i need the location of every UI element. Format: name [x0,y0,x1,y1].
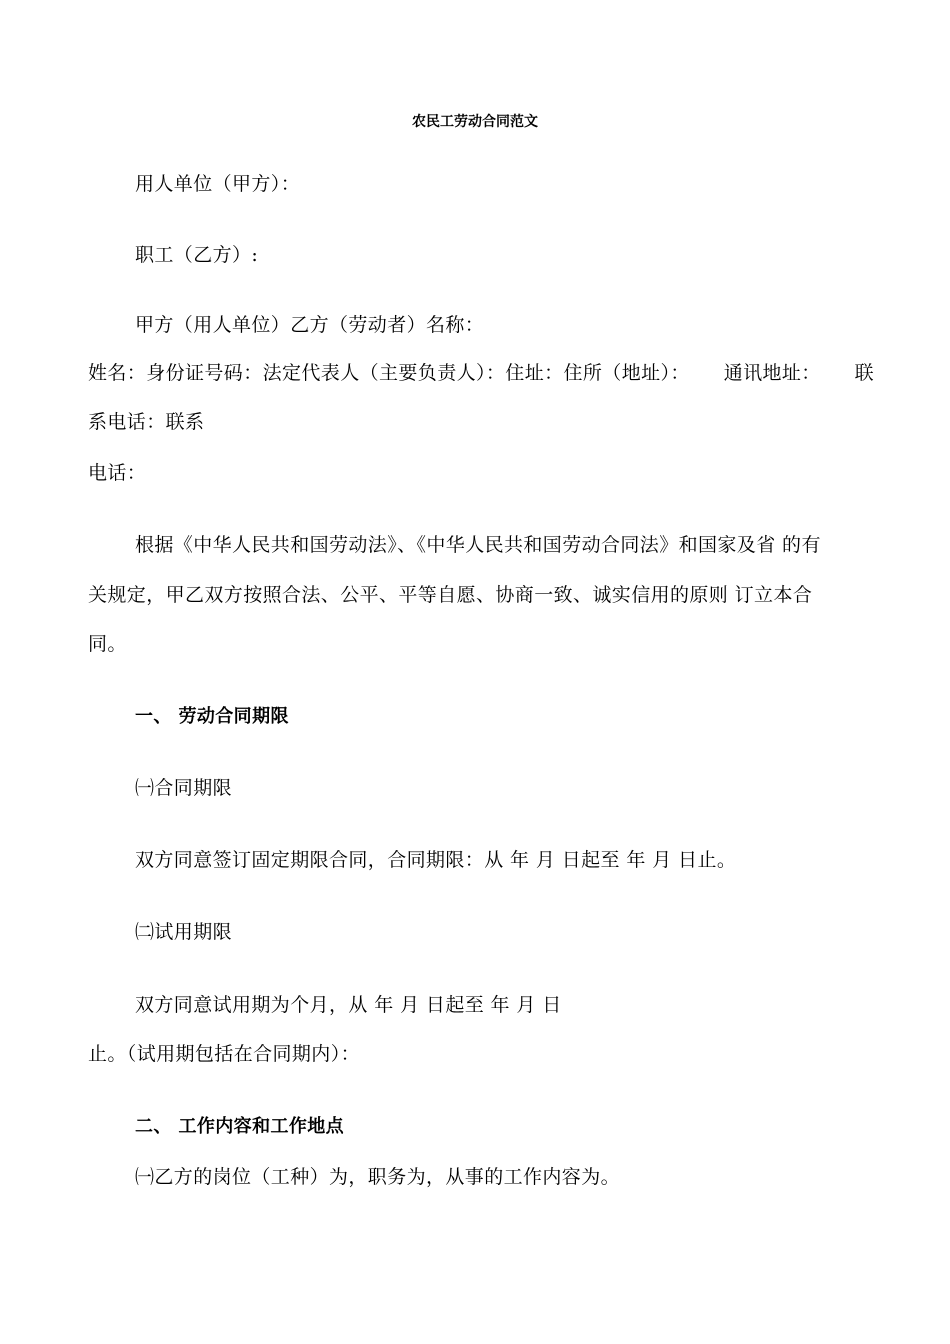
info-line-1-part-a: 姓名：身份证号码：法定代表人（主要负责人）：住址：住所（地址）： [88,362,690,384]
info-line-1 [88,361,874,385]
section-1-sub-1: ㈠合同期限 [135,777,233,799]
info-line-2: 系电话：联系 [88,411,205,433]
document-title: 农民工劳动合同范文 [412,114,538,130]
basis-line-3: 同。 [88,633,127,655]
employer-line: 用人单位（甲方）： [135,173,301,195]
info-line-1-part-c: 联 [854,362,874,384]
section-1-heading: 一、 劳动合同期限 [135,706,289,727]
section-1-sub-2-text-1: 双方同意试用期为个月，从 年 月 日起至 年 月 日 [135,994,562,1016]
info-line-3: 电话： [88,462,147,484]
section-1-sub-2: ㈡试用期限 [135,921,233,943]
section-1-sub-1-text: 双方同意签订固定期限合同，合同期限：从 年 月 日起至 年 月 日止。 [135,849,737,871]
parties-line: 甲方（用人单位）乙方（劳动者）名称： [135,314,485,336]
section-2-sub-1: ㈠乙方的岗位（工种）为，职务为，从事的工作内容为。 [135,1166,621,1188]
employee-line: 职工（乙方）: [135,244,259,266]
section-2-heading: 二、 工作内容和工作地点 [135,1116,345,1137]
basis-line-1: 根据《中华人民共和国劳动法》、《中华人民共和国劳动合同法》和国家及省 的有 [135,534,821,556]
basis-line-2: 关规定，甲乙双方按照合法、公平、平等自愿、协商一致、诚实信用的原则 订立本合 [88,584,813,606]
section-1-sub-2-text-2: 止。（试用期包括在合同期内）： [88,1043,361,1065]
info-line-1-part-b: 通讯地址： [723,362,821,384]
